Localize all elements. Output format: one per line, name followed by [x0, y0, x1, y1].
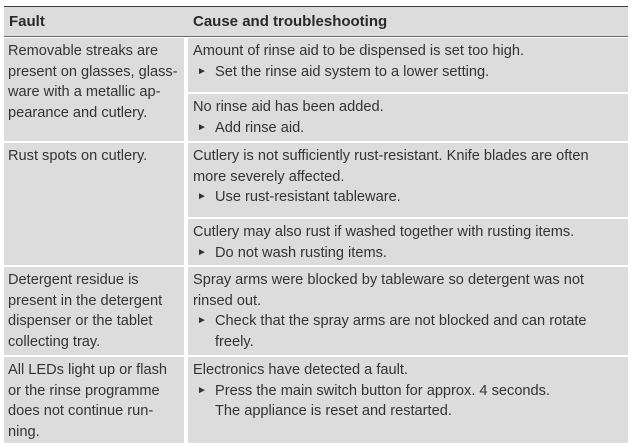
action-text-line: Check that the spray arms are not blocked and can rotate ►	[193, 311, 628, 332]
fault-text-line: pearance and cutlery.	[8, 104, 148, 121]
cause-text-line: Cutlery may also rust if washed together with rusting items.	[193, 224, 575, 240]
cause-text-line: Cutlery is not sufficiently rust-resistant. Knife blades are often	[193, 148, 589, 164]
fault-text-line: ning.	[8, 423, 40, 440]
fault-text-line: present in the detergent	[8, 292, 163, 309]
cause-text-line: Amount of rinse aid to be dispensed is set too high.	[193, 43, 524, 59]
fault-cell	[4, 38, 184, 141]
fault-text-line: collecting tray.	[8, 333, 101, 350]
action-text-line: Add rinse aid. ►	[193, 118, 628, 139]
cause-text-line: No rinse aid has been added.	[193, 99, 384, 115]
cause-cell	[188, 94, 628, 141]
fault-cell	[4, 143, 184, 265]
action-text-line: Press the main switch button for approx. 4 seconds. ►	[193, 381, 628, 402]
action-arrow-icon: ►	[197, 121, 207, 133]
fault-cell	[4, 357, 184, 443]
cause-cell	[188, 267, 628, 355]
action-text-line: The appliance is reset and restarted.	[215, 403, 452, 419]
fault-text-line: Rust spots on cutlery.	[8, 148, 148, 164]
action-arrow-icon: ►	[197, 384, 207, 396]
action-arrow-icon: ►	[197, 315, 207, 326]
fault-text-line: or the rinse programme	[8, 382, 160, 399]
action-text-line: Set the rinse aid system to a lower setting. ►	[193, 62, 628, 83]
cause-cell	[188, 143, 628, 217]
action-arrow-icon: ►	[197, 246, 207, 258]
action-text-line: freely.	[215, 333, 254, 350]
action-arrow-icon: ►	[197, 65, 207, 77]
fault-text-line: Detergent residue is	[8, 272, 139, 288]
cause-column-header: Cause and troubleshooting	[193, 13, 388, 30]
fault-column-header: Fault	[9, 13, 45, 30]
cause-text-line: more severely affected.	[193, 168, 345, 185]
fault-text-line: does not continue run-	[8, 403, 154, 419]
action-arrow-icon: ►	[197, 191, 207, 202]
fault-text-line: present on glasses, glass-	[8, 63, 178, 80]
fault-text-line: dispenser or the tablet	[8, 313, 153, 329]
action-text-line: Use rust-resistant tableware. ►	[193, 187, 628, 208]
cause-text-line: rinsed out.	[193, 292, 262, 309]
fault-text-line: ware with a metallic ap-	[8, 84, 161, 100]
cause-text-line: Spray arms were blocked by tableware so detergent was not	[193, 272, 584, 288]
cause-cell	[188, 219, 628, 265]
table-header	[4, 7, 628, 37]
action-text-line: Do not wash rusting items. ►	[193, 243, 628, 264]
troubleshooting-table	[4, 6, 628, 443]
fault-text-line: All LEDs light up or flash	[8, 362, 167, 378]
cause-cell	[188, 357, 628, 443]
fault-cell	[4, 267, 184, 355]
fault-text-line: Removable streaks are	[8, 43, 159, 59]
cause-cell	[188, 38, 628, 92]
cause-text-line: Electronics have detected a fault.	[193, 362, 408, 378]
